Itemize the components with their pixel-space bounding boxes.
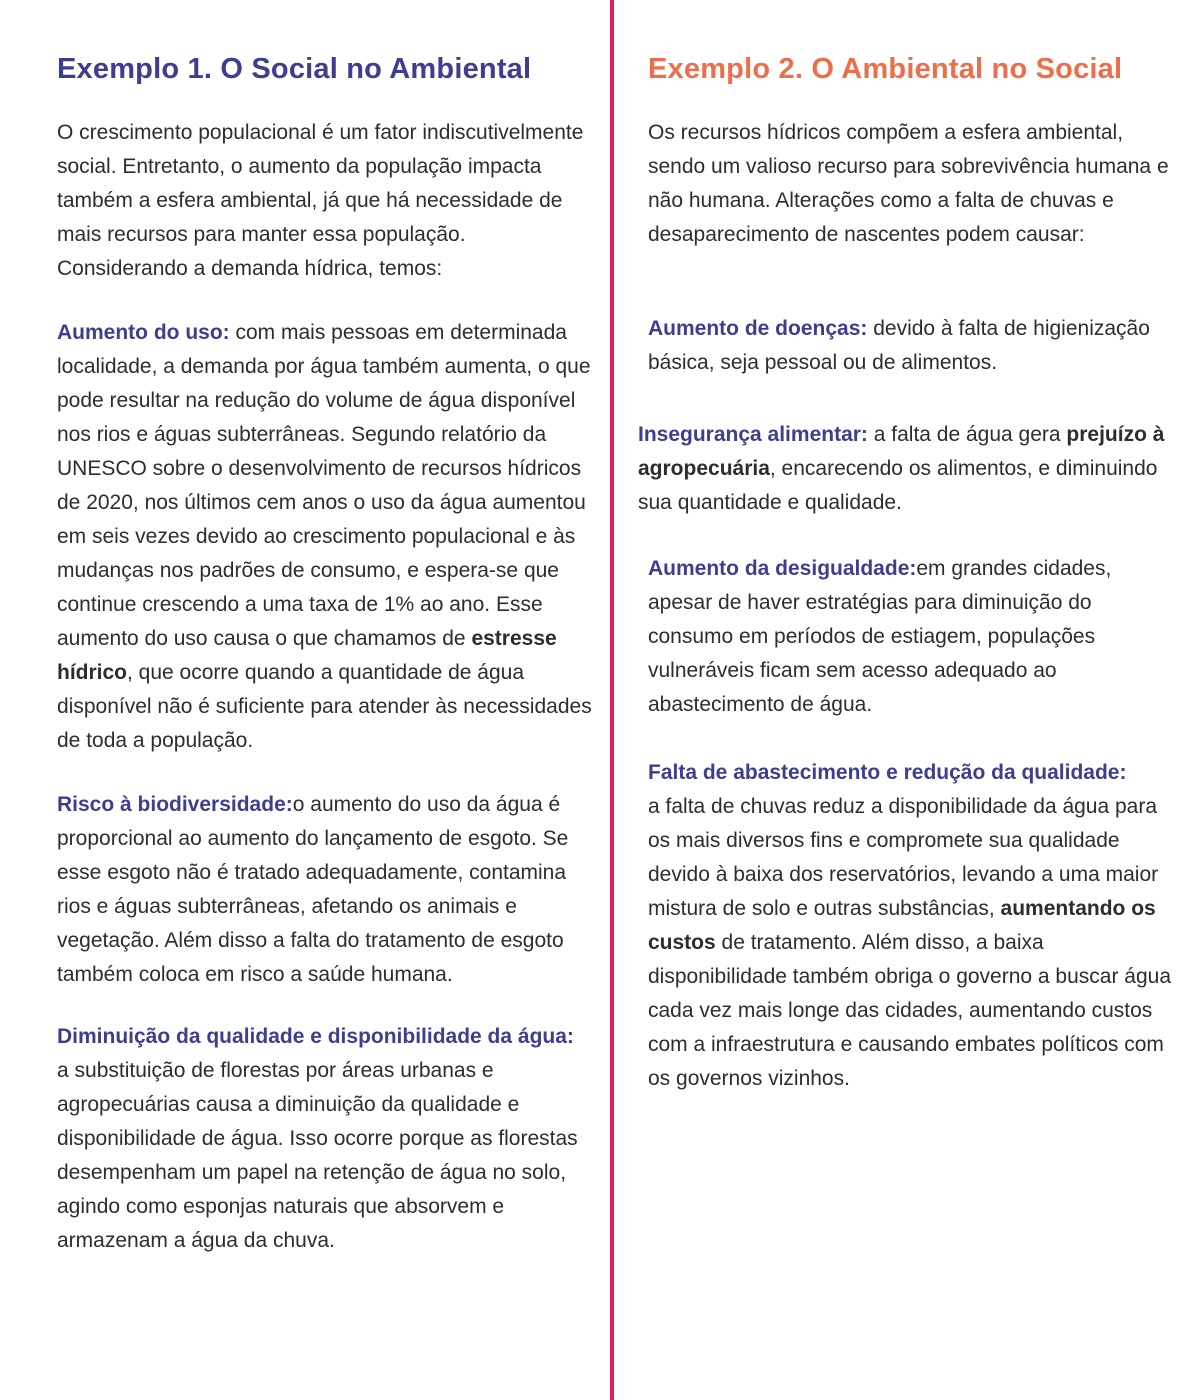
text-segment: de tratamento. Além disso, a baixa disponibilidade também obriga o governo a buscar água cada vez mais longe das cidades, aumentando custos com a infraestrutura e causando embates políticos com os governos vizinhos. [648, 931, 1172, 1090]
text-segment: Aumento da desigualdade: [648, 557, 917, 580]
exemplo-2-section-falta-abastecimento [648, 756, 1180, 1096]
text-segment: , que ocorre quando a quantidade de água disponível não é suficiente para atender às necessidades de toda a população. [57, 661, 592, 752]
text-segment: a substituição de florestas por áreas urbanas e agropecuárias causa a diminuição da qualidade e disponibilidade de água. Isso ocorre porque as florestas desempenham um papel na retenção de água no solo, agindo como esponjas naturais que absorvem e armazenam a água da chuva. [57, 1059, 578, 1252]
text-segment: a falta de chuvas reduz a disponibilidade da água para os mais diversos fins e compromete sua qualidade devido à baixa dos reservatórios, levando a uma maior mistura de solo e outras substâncias, [648, 795, 1159, 920]
text-segment: Aumento de doenças: [648, 317, 868, 340]
column-exemplo-2 [638, 50, 1180, 1096]
text-segment: aumentando os custos [648, 897, 1156, 954]
exemplo-1-intro: O crescimento populacional é um fator indiscutivelmente social. Entretanto, o aumento da população impacta também a esfera ambiental, já que há necessidade de mais recursos para manter essa população. Considerando a demanda hídrica, temos: [57, 121, 584, 280]
exemplo-1-section-aumento-do-uso [57, 316, 602, 758]
text-segment: com mais pessoas em determinada localidade, a demanda por água também aumenta, o que pode resultar na redução do volume de água disponível nos rios e águas subterrâneas. Segundo relatório da UNESCO sobre o desenvolvimento de recursos hídricos de 2020, nos últimos cem anos o uso da água aumentou em seis vezes devido ao crescimento populacional e às mudanças nos padrões de consumo, e espera-se que continue crescendo a uma taxa de 1% ao ano. Esse aumento do uso causa o que chamamos de [57, 321, 591, 650]
text-segment: em grandes cidades, apesar de haver estratégias para diminuição do consumo em períodos de estiagem, populações vulneráveis ficam sem acesso adequado ao abastecimento de água. [648, 557, 1112, 716]
exemplo-1-section-diminuicao-qualidade [57, 1020, 602, 1258]
text-segment: Aumento do uso: [57, 321, 230, 344]
text-segment: estresse hídrico [57, 627, 557, 684]
text-segment: Diminuição da qualidade e disponibilidade da água: [57, 1025, 574, 1048]
text-segment: Insegurança alimentar: [638, 423, 868, 446]
text-segment: prejuízo à agropecuária [638, 423, 1165, 480]
text-segment: a falta de água gera [867, 423, 1067, 446]
exemplo-2-intro: Os recursos hídricos compõem a esfera ambiental, sendo um valioso recurso para sobrevivência humana e não humana. Alterações como a falta de chuvas e desaparecimento de nascentes podem causar: [648, 121, 1169, 246]
column-exemplo-1 [57, 50, 602, 1258]
column-divider [610, 0, 614, 1400]
exemplo-2-section-aumento-doencas [648, 312, 1180, 380]
text-segment: , encarecendo os alimentos, e diminuindo sua quantidade e qualidade. [638, 457, 1158, 514]
exemplo-2-section-inseguranca-alimentar [638, 418, 1180, 520]
text-segment: o aumento do uso da água é proporcional ao aumento do lançamento de esgoto. Se esse esgoto não é tratado adequadamente, contamina rios e águas subterrâneas, afetando os animais e vegetação. Além disso a falta do tratamento de esgoto também coloca em risco a saúde humana. [57, 793, 569, 986]
exemplo-2-section-aumento-desigualdade [648, 552, 1180, 722]
exemplo-2-title: Exemplo 2. O Ambiental no Social [648, 53, 1123, 85]
text-segment: Risco à biodiversidade: [57, 793, 293, 816]
text-segment: devido à falta de higienização básica, seja pessoal ou de alimentos. [648, 317, 1150, 374]
text-segment: Falta de abastecimento e redução da qualidade: [648, 761, 1127, 784]
exemplo-1-section-risco-biodiversidade [57, 788, 602, 992]
exemplo-1-title: Exemplo 1. O Social no Ambiental [57, 53, 532, 85]
